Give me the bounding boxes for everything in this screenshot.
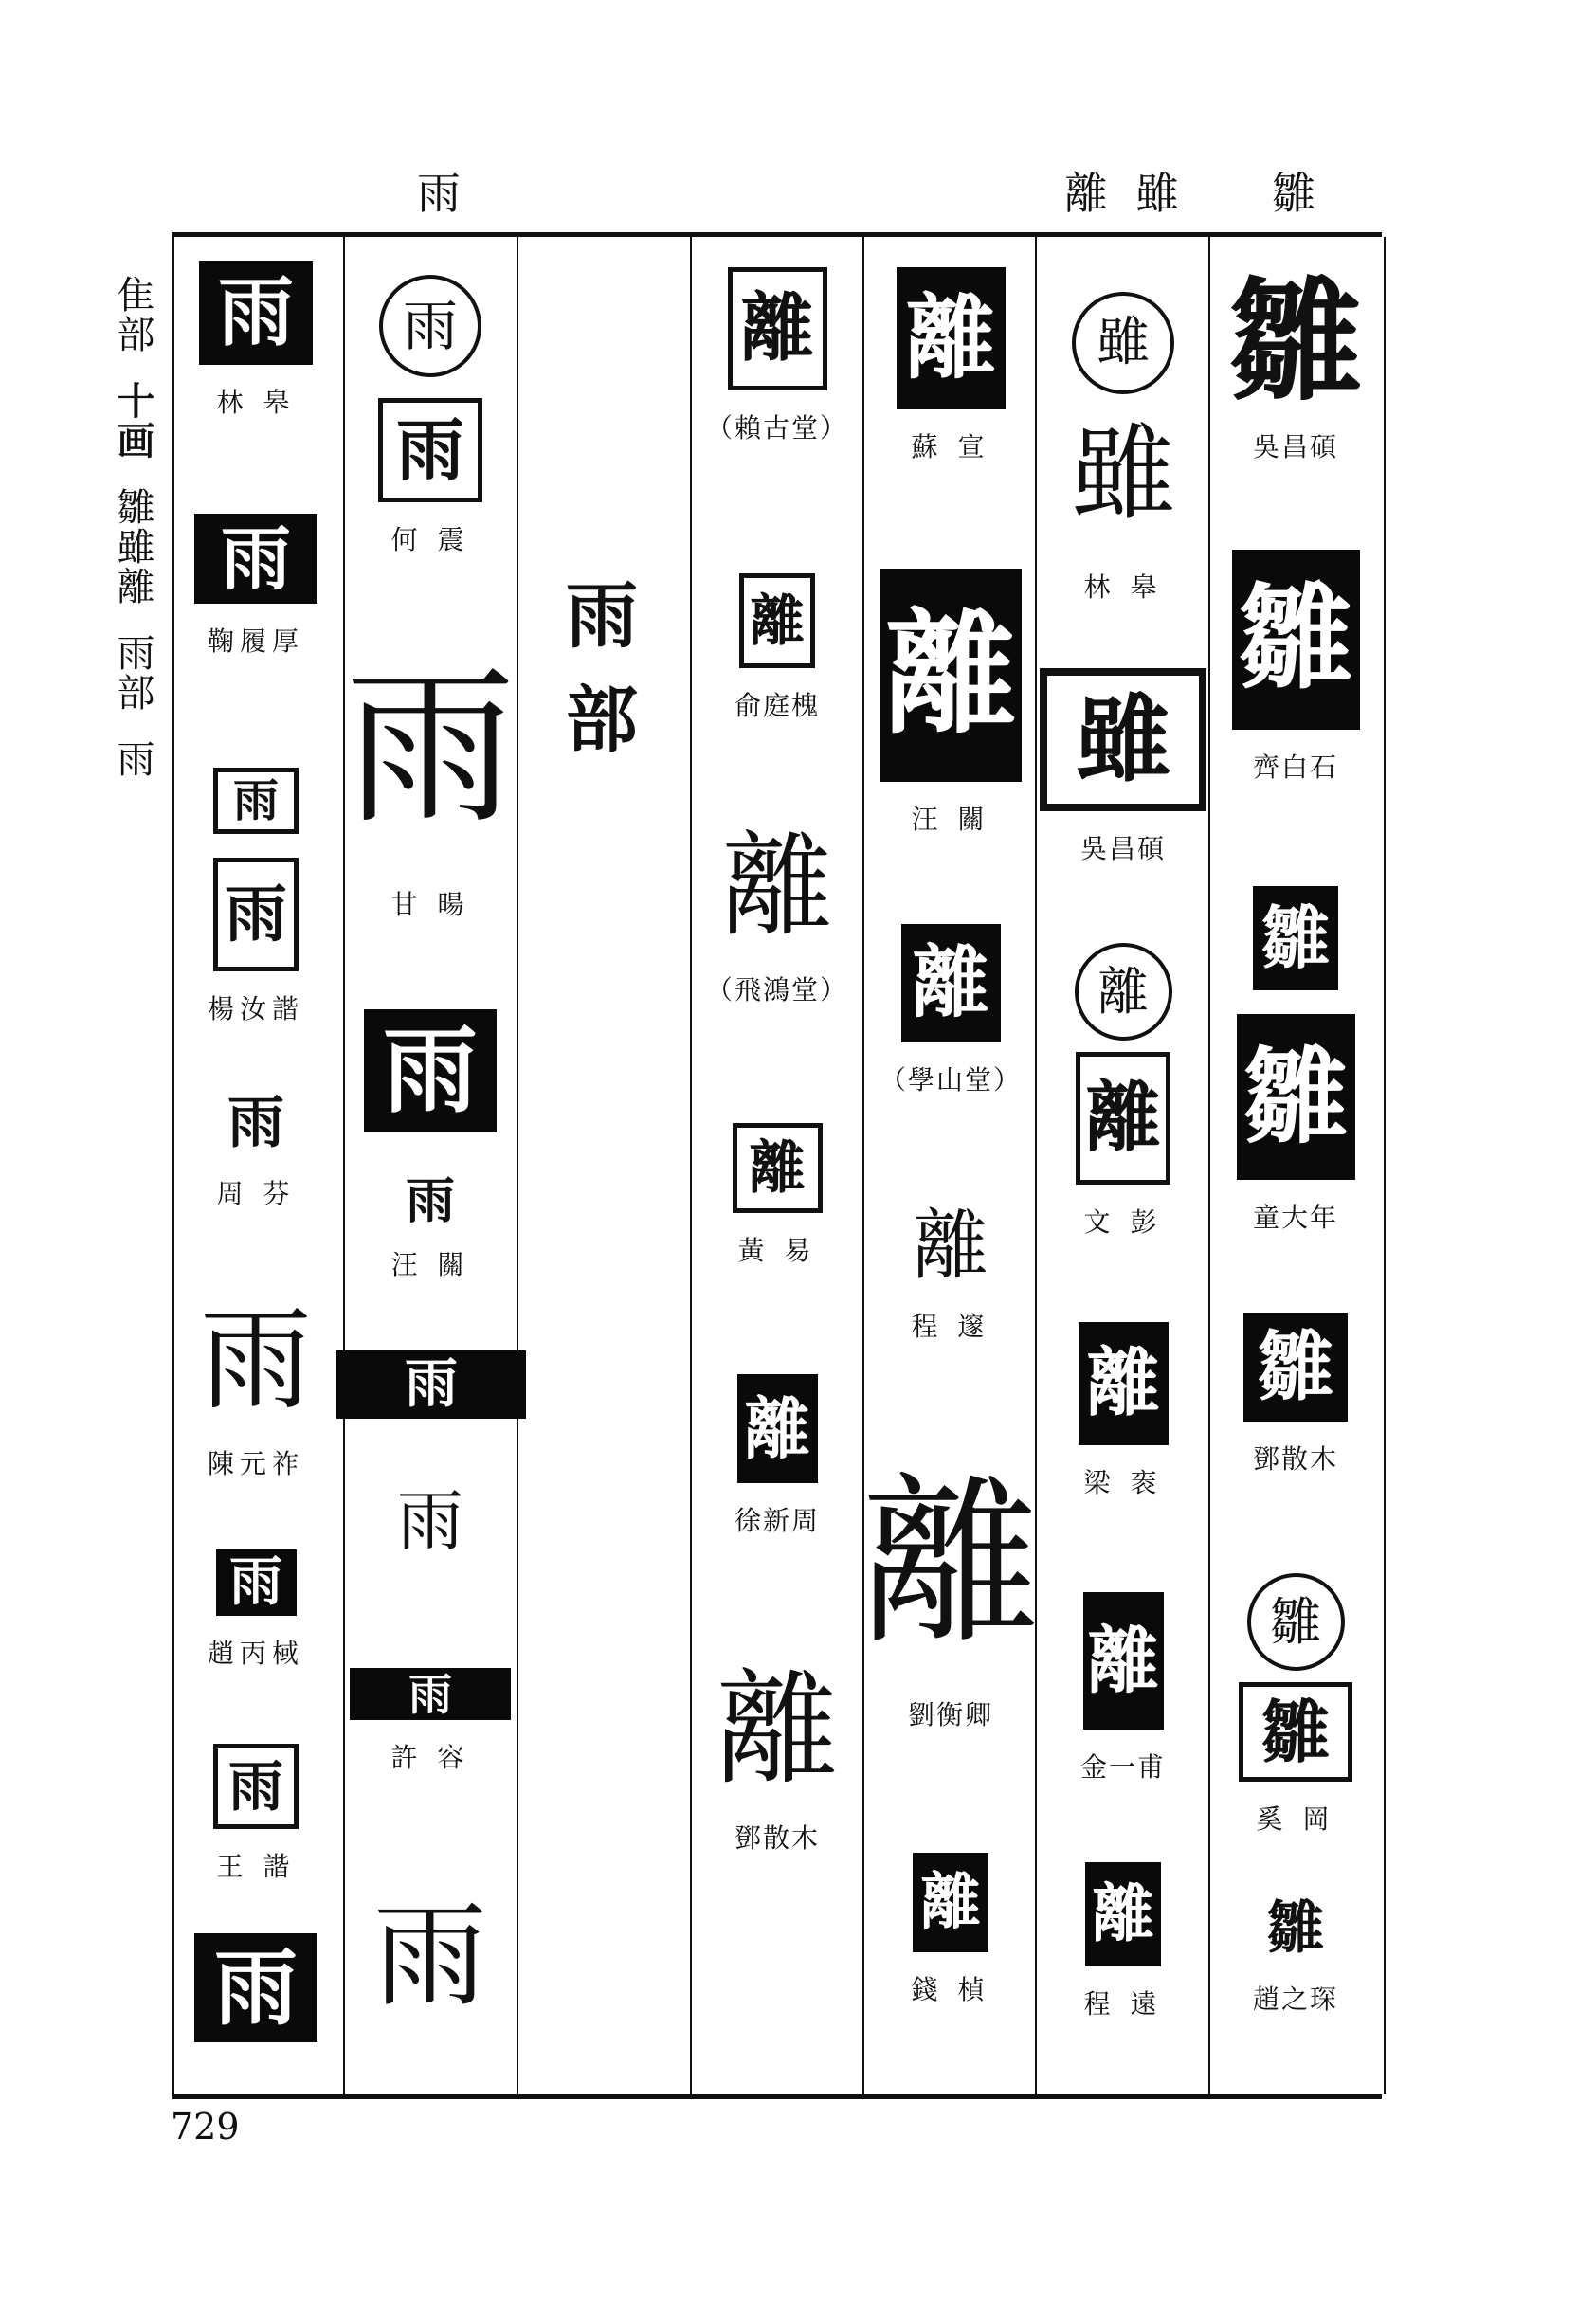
seal-entry <box>697 1123 858 1268</box>
seal-carver: 陳元祚 <box>207 1448 304 1479</box>
seal-carver: 趙之琛 <box>1252 1984 1338 2015</box>
seal-impression: 離 <box>733 1123 823 1213</box>
seal-carver: 金一甫 <box>1079 1751 1166 1783</box>
seal-impression: 離 <box>880 569 1022 782</box>
seal-carver: 徐新周 <box>734 1505 820 1536</box>
seal-impression: 雨 <box>378 398 482 502</box>
seal-impression: 離 <box>739 573 815 668</box>
seal-carver: 程 邃 <box>911 1311 990 1342</box>
seal-entry <box>1215 1014 1376 1235</box>
seal-entry <box>1215 1573 1376 1671</box>
header-yu: 雨 <box>417 168 461 219</box>
seal-impression: 離 <box>737 1374 818 1483</box>
seal-entry <box>1043 398 1204 605</box>
seal-impression: 離 <box>901 924 1001 1042</box>
seal-carver: 劉衡卿 <box>907 1699 993 1730</box>
seal-impression: 離 <box>913 1202 988 1290</box>
seal-impression: 離 <box>728 267 827 390</box>
seal-impression: 雛 <box>1232 550 1360 730</box>
seal-carver: 甘 暘 <box>390 889 470 920</box>
seal-entry <box>362 398 499 557</box>
seal-impression: 離 <box>720 821 833 951</box>
seal-impression: 雨 <box>213 1744 299 1829</box>
seal-entry <box>1043 1052 1204 1240</box>
seal-entry <box>1215 886 1376 990</box>
seal-carver: 文 彭 <box>1083 1206 1163 1238</box>
seal-entry <box>346 1668 515 1775</box>
header-chu: 雛 <box>1272 168 1315 219</box>
index-char-sui: 雖 <box>111 527 154 567</box>
seal-impression: 雨 <box>213 768 299 834</box>
seal-impression: 雛 <box>1247 1573 1345 1671</box>
seal-carver: 俞庭槐 <box>734 690 820 721</box>
seal-carver: 梁 袠 <box>1083 1467 1163 1498</box>
seal-entry <box>1043 668 1204 866</box>
seal-impression: 離 <box>1085 1862 1161 1966</box>
seal-impression: 雨 <box>194 1933 317 2042</box>
seal-entry <box>190 261 322 420</box>
seal-entry <box>870 569 1031 837</box>
seal-impression: 雨 <box>199 261 313 365</box>
seal-entry <box>1215 1313 1376 1477</box>
seal-impression: 雛 <box>1239 1682 1352 1782</box>
seal-impression: 雨 <box>379 275 481 377</box>
seal-entry <box>362 1450 499 1592</box>
seal-impression: 雨 <box>345 649 517 847</box>
seal-impression: 離 <box>897 267 1006 409</box>
seal-carver: 汪 關 <box>911 804 990 835</box>
seal-impression: 雖 <box>1071 413 1175 534</box>
seal-impression: 雨 <box>373 1891 487 2022</box>
seal-entry <box>1215 550 1376 785</box>
seal-carver: 齊白石 <box>1252 752 1338 783</box>
seal-entry <box>1043 1862 1204 2021</box>
seal-carver: 林 皋 <box>1083 571 1163 603</box>
seal-carver: （學山堂） <box>879 1064 1022 1096</box>
seal-carver: （飛鴻堂） <box>705 974 848 1006</box>
seal-carver: 錢 楨 <box>911 1974 990 2005</box>
seal-entry <box>190 1090 322 1211</box>
seal-impression: 雛 <box>1267 1895 1324 1962</box>
seal-entry <box>1043 1322 1204 1500</box>
seal-entry <box>190 858 322 1026</box>
seal-carver: 何 震 <box>390 524 470 555</box>
seal-carver: 趙丙棫 <box>207 1638 304 1669</box>
seal-impression: 雨 <box>227 1090 284 1156</box>
seal-entry <box>190 514 322 659</box>
index-char-li: 離 <box>111 567 154 607</box>
index-radical-yu: 雨部 <box>111 633 154 713</box>
seal-carver: 鄧散木 <box>1252 1443 1338 1475</box>
seal-impression: 雨 <box>364 1009 497 1132</box>
seal-entry <box>697 1658 858 1856</box>
seal-impression: 離 <box>715 1658 839 1802</box>
radical-label: 部 <box>566 678 638 763</box>
seal-carver: 童大年 <box>1252 1202 1338 1233</box>
seal-entry <box>1043 292 1204 394</box>
seal-carver: 汪 關 <box>390 1249 470 1280</box>
seal-entry <box>345 630 517 922</box>
header-sui: 雖 <box>1135 168 1179 219</box>
header-li: 離 <box>1064 168 1108 219</box>
seal-entry <box>190 768 322 834</box>
seal-carver: 周 芬 <box>216 1178 296 1209</box>
seal-carver: 程 遠 <box>1083 1988 1163 2020</box>
seal-impression: 雨 <box>336 1350 526 1419</box>
seal-carver: 黃 易 <box>737 1235 817 1266</box>
seal-impression: 雨 <box>397 1482 463 1560</box>
index-radical: 隹部 <box>111 275 154 354</box>
seal-entry <box>870 267 1031 464</box>
seal-entry <box>1215 1895 1376 2017</box>
seal-entry <box>362 275 499 377</box>
seal-carver: 楊汝諧 <box>207 993 304 1024</box>
seal-entry <box>332 1350 531 1419</box>
seal-entry <box>190 1933 322 2042</box>
seal-impression: 雛 <box>1228 265 1362 420</box>
seal-impression: 雨 <box>199 1295 312 1425</box>
seal-impression: 離 <box>1076 1052 1170 1185</box>
seal-entry <box>362 1009 499 1132</box>
seal-impression: 離 <box>1083 1592 1164 1730</box>
seal-entry <box>190 1744 322 1884</box>
seal-impression: 離 <box>1075 943 1172 1041</box>
index-char-chu: 雛 <box>111 487 154 527</box>
seal-entry <box>697 1374 858 1538</box>
seal-entry <box>697 573 858 723</box>
seal-entry <box>1215 265 1376 464</box>
seal-entry <box>870 1204 1031 1344</box>
column-4 <box>861 237 1042 2094</box>
seal-entry <box>190 1549 322 1671</box>
seal-carver: 許 容 <box>390 1742 470 1773</box>
seal-impression: 雨 <box>405 1172 455 1230</box>
seal-carver: 林 皋 <box>216 387 296 418</box>
seal-carver: 王 諧 <box>216 1851 296 1882</box>
seal-impression: 離 <box>861 1459 1042 1668</box>
seal-impression: 雨 <box>350 1668 511 1720</box>
seal-impression: 雖 <box>1040 668 1206 811</box>
seal-entry <box>870 1853 1031 2007</box>
seal-entry <box>697 267 858 445</box>
seal-entry <box>1043 943 1204 1041</box>
seal-carver: 吳昌碩 <box>1252 431 1338 462</box>
seal-impression: 雨 <box>213 858 299 971</box>
seal-entry <box>870 924 1031 1097</box>
seal-carver: 吳昌碩 <box>1079 833 1166 864</box>
page-number: 729 <box>171 2106 240 2147</box>
seal-carver: （賴古堂） <box>705 412 848 444</box>
seal-impression: 雛 <box>1253 886 1338 990</box>
index-char-yu: 雨 <box>111 739 154 779</box>
seal-impression: 雛 <box>1237 1014 1355 1180</box>
seal-impression: 雨 <box>216 1549 297 1616</box>
seal-entry <box>362 1172 499 1282</box>
seal-entry <box>362 1886 499 2028</box>
seal-impression: 離 <box>913 1853 988 1952</box>
radical-char: 雨 <box>566 573 638 658</box>
seal-impression: 雛 <box>1243 1313 1348 1422</box>
seal-impression: 雨 <box>194 514 317 604</box>
seal-entry <box>1215 1682 1376 1837</box>
column-2 <box>517 237 692 2094</box>
section-index <box>106 275 159 806</box>
seal-carver: 奚 岡 <box>1256 1803 1335 1835</box>
index-stroke-count: 十画 <box>111 381 155 461</box>
seal-entry <box>190 1294 322 1481</box>
seal-entry <box>1043 1592 1204 1785</box>
radical-heading <box>545 564 659 772</box>
seal-impression: 雖 <box>1072 292 1174 394</box>
seal-carver: 鞠履厚 <box>207 625 304 657</box>
seal-carver: 蘇 宣 <box>911 431 990 462</box>
seal-carver: 鄧散木 <box>734 1822 820 1854</box>
seal-impression: 離 <box>1079 1322 1169 1445</box>
seal-entry <box>858 1450 1043 1732</box>
seal-entry <box>697 820 858 1007</box>
